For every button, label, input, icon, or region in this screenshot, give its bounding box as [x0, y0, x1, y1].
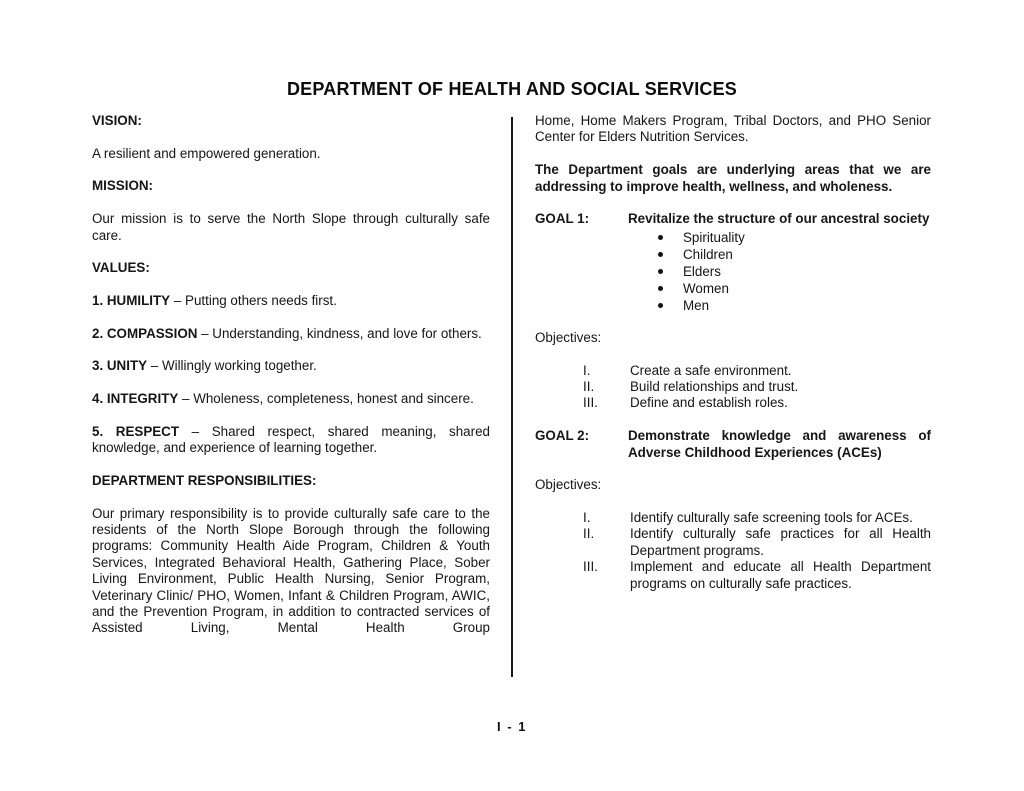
- values-heading: VALUES:: [92, 260, 150, 276]
- right-column: [535, 113, 931, 608]
- responsibilities-text: Our primary responsibility is to provide culturally safe care to the residents of the North Slope Borough through the following programs: Community Health Aide Program, Children & Youth Services, Integrated Behavioral Health, Gathering Place, Sober Living Environment, Public Health Nursing, Senior Program, Veterinary Clinic/ PHO, Women, Infant & Children Program, AWIC, and the Prevention Program, in addition to contracted services of Assisted Living, Mental Health Group: [92, 505, 490, 636]
- bullet-icon: [658, 235, 663, 240]
- objective-text: Define and establish roles.: [630, 395, 788, 411]
- value-term: 2. COMPASSION: [92, 325, 198, 341]
- value-desc: – Shared respect, shared meaning, shared knowledge, and experience of learning together.: [92, 423, 490, 456]
- objective-text: Create a safe environment.: [630, 362, 792, 378]
- value-item: [92, 391, 490, 407]
- bullet-label: Men: [683, 297, 710, 313]
- value-desc: – Wholeness, completeness, honest and sincere.: [182, 391, 474, 407]
- goal-1-title: Revitalize the structure of our ancestral society: [628, 211, 930, 227]
- goal-2-row: [535, 428, 931, 461]
- bullet-item: [658, 280, 931, 297]
- goal-1-row: [535, 211, 931, 227]
- objective-numeral: II.: [583, 526, 595, 542]
- vision-text: A resilient and empowered generation.: [92, 145, 321, 161]
- responsibilities-heading: DEPARTMENT RESPONSIBILITIES:: [92, 472, 317, 488]
- goal-1-objectives: [535, 363, 931, 412]
- mission-text: Our mission is to serve the North Slope through culturally safe care.: [92, 211, 490, 243]
- objective-numeral: I.: [583, 362, 591, 378]
- goal-2-objectives: [535, 510, 931, 592]
- bullet-label: Children: [683, 246, 733, 262]
- value-desc: – Understanding, kindness, and love for others.: [201, 325, 482, 341]
- objective-text: Identify culturally safe screening tools for ACEs.: [630, 509, 913, 525]
- objective-item: [535, 510, 931, 526]
- goal-2-label: GOAL 2:: [535, 428, 590, 444]
- continuation-text: Home, Home Makers Program, Tribal Doctors, and PHO Senior Center for Elders Nutrition Services.: [535, 113, 931, 145]
- objective-text: Implement and educate all Health Department programs on culturally safe practices.: [630, 559, 931, 591]
- objective-item: [535, 526, 931, 559]
- objectives-heading: Objectives:: [535, 477, 602, 493]
- bullet-icon: [658, 286, 663, 291]
- bullet-label: Elders: [683, 263, 721, 279]
- objective-numeral: II.: [583, 379, 595, 395]
- value-desc: – Willingly working together.: [150, 358, 317, 374]
- bullet-icon: [658, 252, 663, 257]
- objectives-heading: Objectives:: [535, 329, 602, 345]
- objective-text: Identify culturally safe practices for all Health Department programs.: [630, 526, 931, 558]
- mission-heading: MISSION:: [92, 178, 154, 194]
- goal-1-bullet-list: [658, 229, 931, 314]
- bullet-label: Women: [683, 280, 729, 296]
- value-desc: – Putting others needs first.: [173, 292, 337, 308]
- value-item: [92, 424, 490, 457]
- vision-heading: VISION:: [92, 113, 142, 128]
- objective-item: [535, 559, 931, 592]
- column-divider: [511, 117, 513, 677]
- objective-text: Build relationships and trust.: [630, 379, 799, 395]
- objective-item: [535, 379, 931, 395]
- objective-item: [535, 363, 931, 379]
- bullet-icon: [658, 269, 663, 274]
- bullet-item: [658, 297, 931, 314]
- value-item: [92, 326, 490, 342]
- goals-intro: The Department goals are underlying areas that we are addressing to improve health, wellness, and wholeness.: [535, 162, 931, 194]
- bullet-item: [658, 246, 931, 263]
- value-term: 5. RESPECT: [92, 423, 180, 439]
- value-term: 1. HUMILITY: [92, 292, 171, 308]
- bullet-item: [658, 263, 931, 280]
- page-title: DEPARTMENT OF HEALTH AND SOCIAL SERVICES: [286, 79, 738, 99]
- objective-numeral: III.: [583, 559, 598, 575]
- value-term: 4. INTEGRITY: [92, 391, 179, 407]
- bullet-item: [658, 229, 931, 246]
- objective-item: [535, 395, 931, 411]
- left-column: [92, 113, 490, 653]
- objective-numeral: I.: [583, 509, 591, 525]
- objective-numeral: III.: [583, 395, 598, 411]
- bullet-label: Spirituality: [683, 229, 745, 245]
- goal-1-label: GOAL 1:: [535, 211, 590, 227]
- value-item: [92, 358, 490, 374]
- value-term: 3. UNITY: [92, 358, 148, 374]
- goal-2-title: Demonstrate knowledge and awareness of Adverse Childhood Experiences (ACEs): [628, 428, 931, 460]
- page-number: I - 1: [497, 719, 527, 734]
- value-item: [92, 293, 490, 309]
- bullet-icon: [658, 303, 663, 308]
